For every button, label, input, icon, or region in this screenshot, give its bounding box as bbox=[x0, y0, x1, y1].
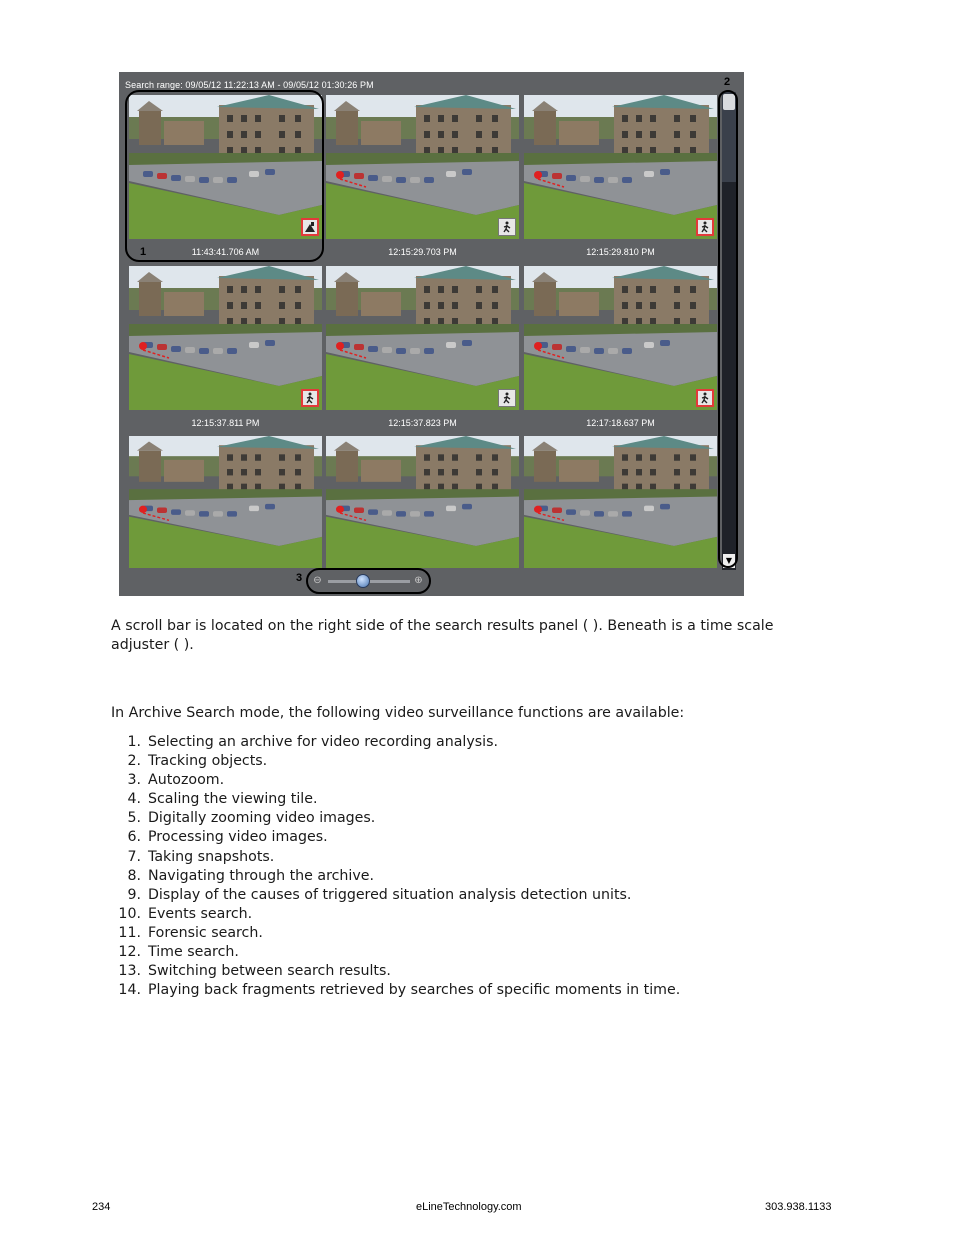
tile-timestamp: 11:43:41.706 AM bbox=[191, 247, 260, 257]
list-item bbox=[111, 752, 680, 771]
list-item bbox=[111, 943, 680, 962]
camera-frame-image bbox=[524, 266, 717, 410]
list-item-number: 11. bbox=[118, 924, 141, 941]
functions-list bbox=[111, 733, 680, 1000]
tile-timestamp: 12:15:29.810 PM bbox=[586, 247, 655, 257]
camera-frame-image bbox=[524, 436, 717, 568]
list-item-text: Playing back fragments retrieved by searches of specific moments in time. bbox=[148, 982, 681, 999]
list-item-number: 4. bbox=[127, 791, 141, 808]
time-scale-adjuster[interactable] bbox=[306, 568, 431, 594]
zoom-out-icon[interactable]: ⊖ bbox=[313, 575, 322, 586]
list-item bbox=[111, 790, 680, 809]
list-item bbox=[111, 771, 680, 790]
list-item-text: Tracking objects. bbox=[148, 753, 268, 770]
list-item bbox=[111, 809, 680, 828]
list-item bbox=[111, 848, 680, 867]
list-item-text: Events search. bbox=[148, 905, 253, 922]
result-tile[interactable] bbox=[129, 266, 322, 410]
callout-frame-1 bbox=[125, 90, 324, 262]
list-item-number: 8. bbox=[127, 867, 141, 884]
list-item bbox=[111, 981, 680, 1000]
page-number: 234 bbox=[92, 1201, 111, 1213]
callout-number-1: 1 bbox=[140, 246, 147, 258]
list-item bbox=[111, 962, 680, 981]
paragraph-line: A scroll bar is located on the right side of the search results panel ( ). Beneath is a time scale bbox=[111, 618, 774, 634]
tile-timestamp: 12:15:29.703 PM bbox=[388, 247, 457, 257]
camera-frame-image bbox=[326, 436, 519, 568]
camera-frame-image bbox=[326, 266, 519, 410]
footer-website: eLineTechnology.com bbox=[416, 1201, 522, 1213]
list-item-text: Taking snapshots. bbox=[148, 848, 275, 865]
tile-timestamp: 12:15:37.811 PM bbox=[191, 418, 260, 428]
list-item bbox=[111, 886, 680, 905]
list-item-text: Autozoom. bbox=[148, 772, 225, 789]
tile-timestamp: 12:15:37.823 PM bbox=[388, 418, 457, 428]
functions-intro: In Archive Search mode, the following video surveillance functions are available: bbox=[111, 705, 685, 721]
list-item bbox=[111, 733, 680, 752]
paragraph-line: adjuster ( ). bbox=[111, 637, 194, 653]
search-range-label: Search range: 09/05/12 11:22:13 AM - 09/05/12 01:30:26 PM bbox=[125, 80, 374, 90]
running-person-icon bbox=[301, 389, 319, 407]
list-item-number: 14. bbox=[118, 982, 141, 999]
list-item bbox=[111, 905, 680, 924]
list-item-number: 5. bbox=[127, 810, 141, 827]
list-item bbox=[111, 867, 680, 886]
list-item-text: Scaling the viewing tile. bbox=[148, 791, 318, 808]
list-item-number: 7. bbox=[127, 848, 141, 865]
list-item-number: 9. bbox=[127, 886, 141, 903]
footer-phone: 303.938.1133 bbox=[765, 1201, 832, 1213]
callout-frame-2 bbox=[718, 90, 738, 568]
list-item-number: 13. bbox=[118, 963, 141, 980]
result-tile[interactable] bbox=[129, 436, 322, 568]
list-item bbox=[111, 924, 680, 943]
list-item-number: 10. bbox=[118, 905, 141, 922]
camera-frame-image bbox=[524, 95, 717, 239]
scroll-down-button[interactable]: ▼ bbox=[723, 554, 735, 568]
running-person-icon bbox=[498, 218, 516, 236]
result-tile[interactable] bbox=[326, 95, 519, 239]
list-item-text: Forensic search. bbox=[148, 924, 263, 941]
camera-frame-image bbox=[129, 436, 322, 568]
running-person-icon bbox=[696, 389, 714, 407]
list-item-text: Switching between search results. bbox=[148, 963, 391, 980]
callout-number-3: 3 bbox=[296, 572, 303, 584]
running-person-icon bbox=[696, 218, 714, 236]
result-tile[interactable] bbox=[524, 436, 717, 568]
zoom-in-icon[interactable]: ⊕ bbox=[414, 575, 423, 586]
result-tile[interactable] bbox=[524, 95, 717, 239]
list-item-number: 6. bbox=[127, 829, 141, 846]
running-person-icon bbox=[498, 389, 516, 407]
list-item-text: Display of the causes of triggered situation analysis detection units. bbox=[148, 886, 632, 903]
list-item bbox=[111, 828, 680, 847]
list-item-number: 1. bbox=[127, 734, 141, 750]
tile-timestamp: 12:17:18.637 PM bbox=[586, 418, 655, 428]
scrollbar-description bbox=[111, 617, 831, 655]
result-tile[interactable] bbox=[524, 266, 717, 410]
list-item-number: 12. bbox=[118, 944, 141, 961]
camera-frame-image bbox=[129, 266, 322, 410]
list-item-number: 3. bbox=[127, 772, 141, 789]
search-results-panel bbox=[119, 72, 744, 596]
list-item-text: Selecting an archive for video recording analysis. bbox=[148, 734, 498, 750]
zoom-slider-knob[interactable] bbox=[356, 574, 370, 588]
list-item-text: Processing video images. bbox=[148, 829, 328, 846]
result-tile[interactable] bbox=[326, 266, 519, 410]
list-item-text: Digitally zooming video images. bbox=[148, 810, 376, 827]
list-item-text: Time search. bbox=[148, 944, 239, 961]
list-item-text: Navigating through the archive. bbox=[148, 867, 374, 884]
camera-frame-image bbox=[326, 95, 519, 239]
result-tile[interactable] bbox=[326, 436, 519, 568]
callout-number-2: 2 bbox=[724, 76, 731, 88]
list-item-number: 2. bbox=[127, 753, 141, 770]
